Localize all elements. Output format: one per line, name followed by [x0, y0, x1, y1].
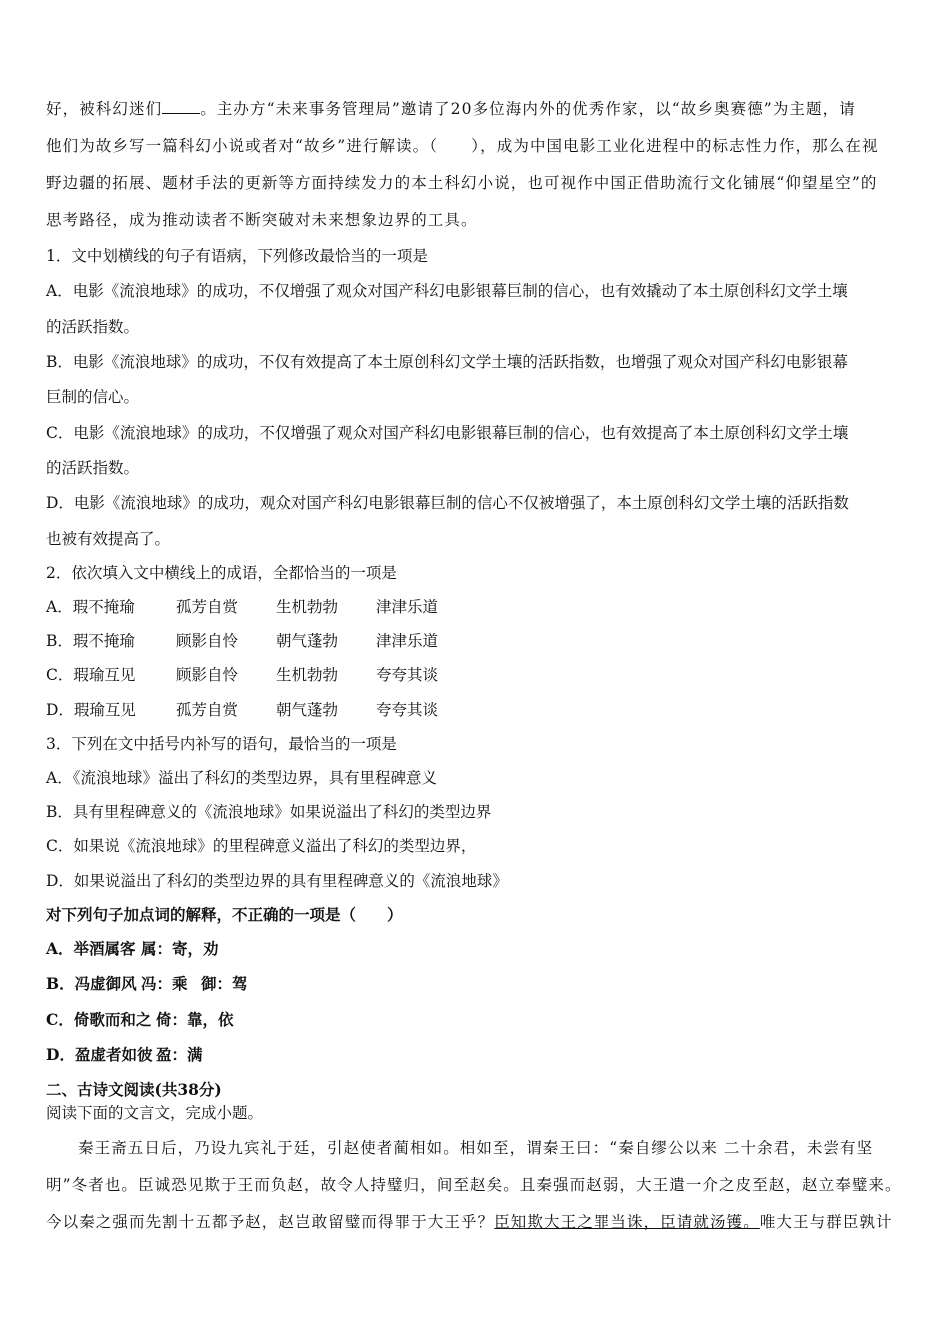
idiom: 朝气蓬勃	[276, 632, 339, 650]
option-row	[46, 596, 438, 618]
option-label: C．瑕瑜互见	[46, 666, 136, 684]
question-stem: 对下列句子加点词的解释，不正确的一项是（ ）	[46, 905, 403, 924]
classical-text-line: 明”冬者也。臣诚恐见欺于王而负赵，故令人持璧归，间至赵矣。且秦强而赵弱，大王遣一介之皮至赵，赵立奉璧来。	[46, 1176, 902, 1194]
question-stem: 3．下列在文中括号内补写的语句，最恰当的一项是	[46, 735, 397, 753]
option-d: D．如果说溢出了科幻的类型边界的具有里程碑意义的《流浪地球》	[46, 872, 508, 890]
idiom: 顾影自怜	[176, 666, 239, 684]
option-label: D．盈虚者如彼	[46, 1045, 153, 1064]
option-b: B．电影《流浪地球》的成功，不仅有效提高了本土原创科幻文学土壤的活跃指数，也增强了观众对国产科幻电影银幕	[46, 353, 848, 371]
option-a: A．电影《流浪地球》的成功，不仅增强了观众对国产科幻电影银幕巨制的信心，也有效撬动了本土原创科幻文学土壤	[46, 282, 848, 300]
gloss: 倚：靠，依	[156, 1010, 234, 1029]
gloss: 盈：满	[156, 1045, 203, 1064]
option-b	[46, 973, 248, 995]
idiom: 津津乐道	[376, 598, 439, 616]
passage-line: 他们为故乡写一篇科幻小说或者对“故乡”进行解读。（ ），成为中国电影工业化进程中的标志性力作，那么在视	[46, 137, 879, 155]
option-row	[46, 664, 438, 686]
option-b: B．具有里程碑意义的《流浪地球》如果说溢出了科幻的类型边界	[46, 803, 492, 821]
idiom: 津津乐道	[376, 632, 439, 650]
option-c	[46, 1009, 234, 1031]
option-row	[46, 630, 438, 652]
option-label: A．举酒属客	[46, 939, 136, 958]
text: 唯大王与群臣孰计	[759, 1213, 893, 1231]
option-b-cont: 巨制的信心。	[46, 388, 140, 406]
text: 。主办方“未来事务管理局”邀请了20多位海内外的优秀作家，以“故乡奥赛德”为主题，请	[200, 100, 856, 118]
option-d	[46, 1044, 203, 1066]
idiom: 孤芳自赏	[176, 598, 239, 616]
idiom: 朝气蓬勃	[276, 701, 339, 719]
option-label: B．瑕不掩瑜	[46, 632, 135, 650]
question-stem: 1．文中划横线的句子有语病，下列修改最恰当的一项是	[46, 247, 428, 265]
option-label: A．瑕不掩瑜	[46, 598, 135, 616]
underlined-sentence: 臣知欺大王之罪当诛，臣请就汤镬。	[494, 1213, 760, 1231]
gloss: 御：驾	[201, 974, 248, 993]
question-stem: 2．依次填入文中横线上的成语，全都恰当的一项是	[46, 564, 397, 582]
option-d: D．电影《流浪地球》的成功，观众对国产科幻电影银幕巨制的信心不仅被增强了，本土原创科幻文学土壤的活跃指数	[46, 494, 849, 512]
idiom: 顾影自怜	[176, 632, 239, 650]
passage-line: 思考路径，成为推动读者不断突破对未来想象边界的工具。	[46, 211, 478, 229]
option-label: B．冯虚御风	[46, 974, 137, 993]
option-c-cont: 的活跃指数。	[46, 459, 140, 477]
passage-line	[46, 98, 856, 120]
classical-text-line: 秦王斋五日后，乃设九宾礼于廷，引赵使者蔺相如。相如至，谓秦王曰：“秦自缪公以来 二十余君，未尝有坚	[78, 1139, 874, 1157]
text: 今以秦之强而先割十五都予赵，赵岂敢留璧而得罪于大王乎？	[46, 1213, 495, 1231]
option-a	[46, 938, 219, 960]
idiom: 生机勃勃	[276, 666, 339, 684]
option-label: C．倚歌而和之	[46, 1010, 152, 1029]
idiom: 夸夸其谈	[376, 666, 439, 684]
idiom: 孤芳自赏	[176, 701, 239, 719]
option-d-cont: 也被有效提高了。	[46, 530, 171, 548]
option-c: C．如果说《流浪地球》的里程碑意义溢出了科幻的类型边界，	[46, 837, 477, 855]
classical-text-line	[46, 1211, 893, 1233]
section-intro: 阅读下面的文言文，完成小题。	[46, 1104, 264, 1122]
idiom: 夸夸其谈	[376, 701, 439, 719]
gloss: 属：寄，劝	[141, 939, 219, 958]
fill-blank	[162, 99, 200, 114]
option-a-cont: 的活跃指数。	[46, 318, 140, 336]
text: 好，被科幻迷们	[46, 100, 163, 118]
option-c: C．电影《流浪地球》的成功，不仅增强了观众对国产科幻电影银幕巨制的信心，也有效提高了本土原创科幻文学土壤	[46, 424, 849, 442]
option-label: D．瑕瑜互见	[46, 701, 136, 719]
idiom: 生机勃勃	[276, 598, 339, 616]
option-a: A．《流浪地球》溢出了科幻的类型边界，具有里程碑意义	[46, 769, 437, 787]
section-heading: 二、古诗文阅读(共38分)	[46, 1080, 222, 1099]
passage-line: 野边疆的拓展、题材手法的更新等方面持续发力的本土科幻小说，也可视作中国正借助流行文化铺展“仰望星空”的	[46, 174, 878, 192]
option-row	[46, 699, 438, 721]
gloss: 冯：乘	[141, 974, 188, 993]
